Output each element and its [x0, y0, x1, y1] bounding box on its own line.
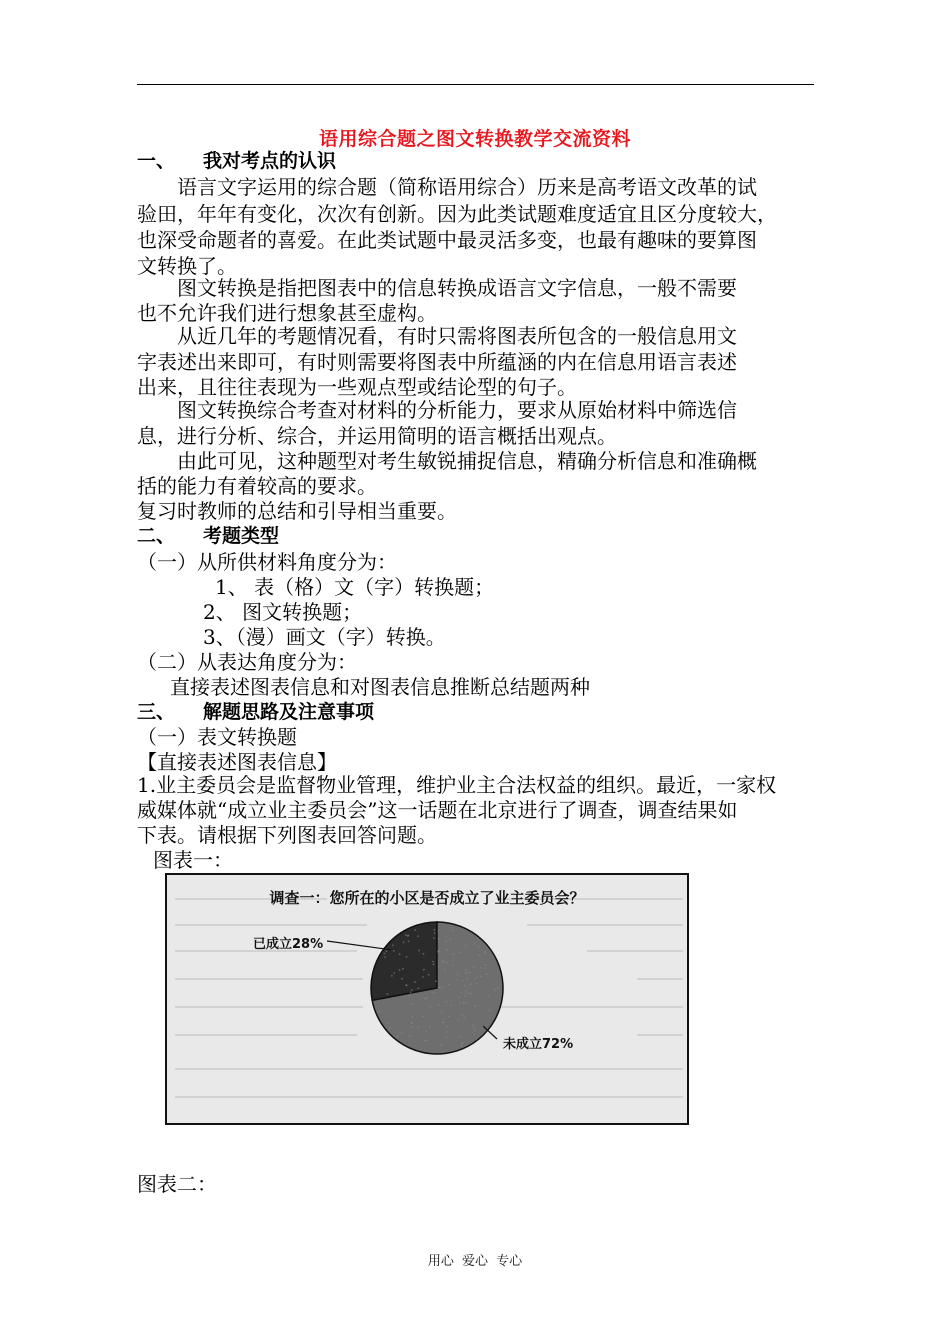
pie-texture-dot [438, 930, 440, 932]
question-line: 威媒体就“成立业主委员会”这一话题在北京进行了调查，调查结果如 [137, 798, 738, 822]
pie-texture-dot [408, 940, 410, 942]
pie-texture-dot [480, 975, 482, 977]
pie-texture-dot [422, 976, 424, 978]
pie-texture-dot [470, 983, 472, 985]
paragraph-line: 验田，年年有变化，次次有创新。因为此类试题难度适宜且区分度较大， [137, 202, 777, 226]
pie-texture-dot [429, 1006, 431, 1008]
pie-texture-dot [489, 1010, 491, 1012]
paragraph-line: 语言文字运用的综合题（简称语用综合）历来是高考语文改革的试 [177, 175, 757, 199]
paragraph-line: 也不允许我们进行想象甚至虚构。 [137, 301, 437, 325]
pie-texture-dot [450, 938, 452, 940]
pie-texture-dot [423, 969, 425, 971]
pie-texture-dot [407, 935, 409, 937]
pie-texture-dot [467, 978, 469, 980]
pie-texture-dot [448, 1015, 450, 1017]
figure-1-label: 图表一： [153, 848, 233, 872]
pie-texture-dot [484, 952, 486, 954]
pie-texture-dot [460, 1045, 462, 1047]
pie-texture-dot [458, 997, 460, 999]
pie-texture-dot [417, 1026, 419, 1028]
pie-texture-dot [452, 964, 454, 966]
pie-texture-dot [432, 961, 434, 963]
pie-texture-dot [459, 1002, 461, 1004]
pie-texture-dot [433, 929, 435, 931]
pie-texture-dot [474, 1030, 476, 1032]
pie-texture-dot [438, 986, 440, 988]
pie-texture-dot [444, 969, 446, 971]
header-rule [137, 84, 814, 85]
pie-texture-dot [473, 966, 475, 968]
paragraph-line: 文转换了。 [137, 254, 237, 278]
pie-texture-dot [462, 980, 464, 982]
subsection-heading: （一）表文转换题 [137, 725, 297, 749]
pie-texture-dot [476, 982, 478, 984]
pie-texture-dot [494, 989, 496, 991]
pie-texture-dot [461, 1043, 463, 1045]
pie-texture-dot [448, 984, 450, 986]
pie-texture-dot [428, 974, 430, 976]
pie-texture-dot [486, 973, 488, 975]
pie-texture-dot [485, 967, 487, 969]
pie-texture-dot [393, 972, 395, 974]
pie-texture-dot [383, 953, 385, 955]
pie-texture-dot [464, 995, 466, 997]
pie-texture-dot [414, 981, 416, 983]
pie-texture-dot [384, 956, 386, 958]
pie-texture-dot [460, 1036, 462, 1038]
pie-texture-dot [468, 992, 470, 994]
pie-texture-dot [405, 984, 407, 986]
pie-texture-dot [441, 986, 443, 988]
pie-texture-dot [461, 1014, 463, 1016]
question-line: 1.业主委员会是监督物业管理，维护业主合法权益的组织。最近，一家权 [137, 773, 777, 797]
section-2-number: 二、 [137, 525, 176, 547]
pie-texture-dot [403, 941, 405, 943]
pie-texture-dot [460, 952, 462, 954]
pie-texture-dot [477, 975, 479, 977]
pie-texture-dot [396, 1036, 398, 1038]
leader-line [327, 941, 391, 950]
pie-texture-dot [406, 956, 408, 958]
subsection-heading: （一）从所供材料角度分为： [137, 550, 397, 574]
paragraph-line: 出来，且往往表现为一些观点型或结论型的句子。 [137, 375, 577, 399]
pie-texture-dot [452, 930, 454, 932]
pie-texture-dot [429, 1026, 431, 1028]
pie-texture-dot [446, 1026, 448, 1028]
document-title: 语用综合题之图文转换教学交流资料 [318, 128, 631, 150]
pie-texture-dot [417, 935, 419, 937]
paragraph-line: 也深受命题者的喜爱。在此类试题中最灵活多变，也最有趣味的要算图 [137, 228, 757, 252]
pie-texture-dot [474, 1005, 476, 1007]
paragraph-line: 由此可见，这种题型对考生敏锐捕捉信息，精确分析信息和准确概 [177, 449, 757, 473]
pie-texture-dot [441, 1011, 443, 1013]
pie-texture-dot [462, 1042, 464, 1044]
pie-texture-dot [473, 1027, 475, 1029]
paragraph-line: 复习时教师的总结和引导相当重要。 [137, 499, 457, 523]
pie-texture-dot [463, 1002, 465, 1004]
pie-texture-dot [411, 1026, 413, 1028]
list-item: 3、（漫）画文（字）转换。 [203, 625, 446, 649]
pie-texture-dot [440, 1044, 442, 1046]
pie-texture-dot [446, 962, 448, 964]
pie-texture-dot [386, 950, 388, 952]
paragraph-line: 字表述出来即可，有时则需要将图表中所蕴涵的内在信息用语言表述 [137, 350, 737, 374]
pie-texture-dot [391, 975, 393, 977]
pie-texture-dot [457, 974, 459, 976]
pie-texture-dot [472, 1024, 474, 1026]
pie-texture-dot [410, 992, 412, 994]
pie-slice-established [371, 922, 437, 1000]
page-footer: 用心 爱心 专心 [427, 1254, 523, 1269]
paragraph-line: 从近几年的考题情况看，有时只需将图表所包含的一般信息用文 [177, 324, 737, 348]
pie-texture-dot [392, 945, 394, 947]
pie-texture-dot [438, 950, 440, 952]
pie-texture-dot [479, 954, 481, 956]
pie-texture-dot [426, 1031, 428, 1033]
section-3-heading [137, 700, 374, 724]
pie-texture-dot [389, 1027, 391, 1029]
pie-texture-dot [478, 946, 480, 948]
paragraph-line: 息，进行分析、综合，并运用简明的语言概括出观点。 [137, 424, 617, 448]
section-1-title: 我对考点的认识 [203, 150, 337, 172]
pie-texture-dot [461, 992, 463, 994]
pie-texture-dot [387, 1022, 389, 1024]
pie-texture-dot [412, 1016, 414, 1018]
subsection-heading: （二）从表达角度分为： [137, 650, 357, 674]
pie-texture-dot [471, 993, 473, 995]
pie-texture-dot [433, 964, 435, 966]
pie-texture-dot [469, 972, 471, 974]
pie-texture-dot [445, 940, 447, 942]
paragraph-line: 图文转换综合考查对材料的分析能力，要求从原始材料中筛选信 [177, 398, 737, 422]
pie-texture-dot [401, 1031, 403, 1033]
paragraph-line: 图文转换是指把图表中的信息转换成语言文字信息，一般不需要 [177, 276, 737, 300]
pie-texture-dot [417, 987, 419, 989]
pie-texture-dot [409, 1035, 411, 1037]
pie-texture-dot [433, 992, 435, 994]
list-item: 2、 图文转换题； [203, 600, 363, 624]
pie-texture-dot [443, 961, 445, 963]
pie-texture-dot [438, 1004, 440, 1006]
question-line: 下表。请根据下列图表回答问题。 [137, 823, 437, 847]
pie-texture-dot [423, 953, 425, 955]
pie-texture-dot [465, 969, 467, 971]
pie-texture-dot [474, 977, 476, 979]
pie-texture-dot [443, 1021, 445, 1023]
pie-texture-dot [466, 1002, 468, 1004]
pie-texture-dot [485, 964, 487, 966]
pie-texture-dot [465, 945, 467, 947]
pie-texture-dot [463, 1016, 465, 1018]
pie-texture-dot [435, 980, 437, 982]
paragraph-line: 括的能力有着较高的要求。 [137, 474, 377, 498]
pie-texture-dot [408, 995, 410, 997]
pie-texture-dot [426, 1040, 428, 1042]
paragraph-line: 直接表述图表信息和对图表信息推断总结题两种 [170, 675, 590, 699]
pie-texture-dot [405, 934, 407, 936]
pie-texture-dot [393, 950, 395, 952]
section-3-title: 解题思路及注意事项 [203, 701, 375, 723]
pie-texture-dot [387, 993, 389, 995]
pie-texture-dot [438, 938, 440, 940]
pie-texture-dot [426, 997, 428, 999]
pie-texture-dot [434, 932, 436, 934]
pie-texture-dot [399, 969, 401, 971]
pie-texture-dot [433, 937, 435, 939]
pie-texture-dot [411, 989, 413, 991]
pie-texture-dot [402, 968, 404, 970]
list-item: 1、 表（格）文（字）转换题； [215, 575, 495, 599]
pie-texture-dot [445, 1036, 447, 1038]
pie-texture-dot [457, 1019, 459, 1021]
pie-texture-dot [480, 967, 482, 969]
pie-texture-dot [456, 979, 458, 981]
pie-texture-dot [414, 929, 416, 931]
pie-texture-dot [411, 1003, 413, 1005]
pie-texture-dot [498, 987, 500, 989]
pie-texture-dot [418, 950, 420, 952]
slice-label-not-established: 未成立72% [503, 1037, 574, 1052]
pie-texture-dot [450, 1004, 452, 1006]
pie-texture-dot [399, 953, 401, 955]
pie-texture-dot [467, 972, 469, 974]
chart-title: 调查一：您所在的小区是否成立了业主委员会？ [269, 889, 585, 907]
pie-texture-dot [411, 1022, 413, 1024]
pie-texture-dot [451, 927, 453, 929]
slice-label-established: 已成立28% [253, 937, 324, 952]
figure-2-label: 图表二： [137, 1172, 217, 1196]
pie-texture-dot [422, 1015, 424, 1017]
pie-texture-dot [464, 985, 466, 987]
pie-texture-dot [379, 1011, 381, 1013]
section-3-number: 三、 [137, 701, 176, 723]
pie-texture-dot [446, 949, 448, 951]
figure-1-scan [165, 873, 689, 1125]
pie-texture-dot [488, 995, 490, 997]
pie-texture-dot [445, 1001, 447, 1003]
pie-texture-dot [401, 978, 403, 980]
section-1-number: 一、 [137, 150, 176, 172]
pie-texture-dot [447, 1031, 449, 1033]
pie-texture-dot [473, 943, 475, 945]
pie-texture-dot [465, 990, 467, 992]
section-2-title: 考题类型 [203, 525, 280, 547]
section-2-heading [137, 524, 279, 548]
section-1-heading [137, 149, 336, 173]
pie-texture-dot [465, 972, 467, 974]
bracket-heading: 【直接表述图表信息】 [137, 750, 337, 774]
pie-texture-dot [452, 953, 454, 955]
pie-chart [167, 875, 687, 1123]
